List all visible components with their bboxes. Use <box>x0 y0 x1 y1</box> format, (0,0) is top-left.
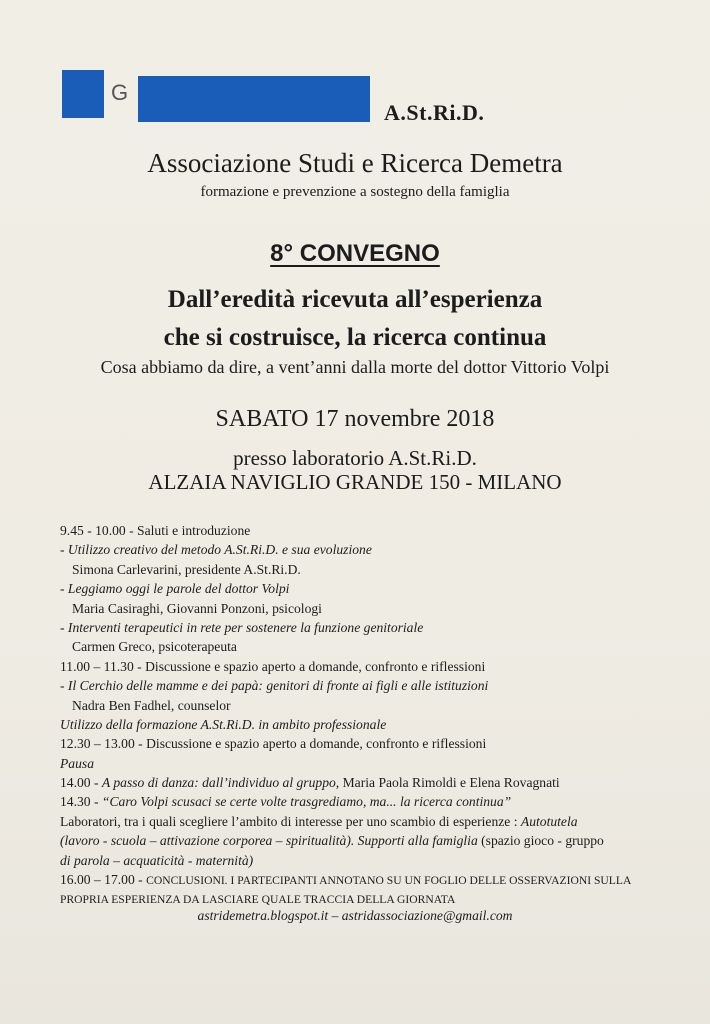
program-italic: - Utilizzo creativo del metodo A.St.Ri.D. e sua evoluzione <box>60 542 372 558</box>
program-italic: - Il Cerchio delle mamme e dei papà: genitori di fronte ai figli e alle istituzioni <box>60 678 489 694</box>
event-venue-line2: ALZAIA NAVIGLIO GRANDE 150 - MILANO <box>148 470 562 494</box>
program-speaker: Maria Casiraghi, Giovanni Ponzoni, psicologi <box>72 600 322 616</box>
program-line <box>60 831 680 850</box>
program-line <box>60 754 680 773</box>
program-italic: “Caro Volpi scusaci se certe volte trasgrediamo, ma... la ricerca continua” <box>101 794 512 810</box>
event-date: SABATO 17 novembre 2018 <box>215 406 495 432</box>
event-title-line1: Dall’eredità ricevuta all’esperienza <box>167 286 543 313</box>
event-venue-line1: presso laboratorio A.St.Ri.D. <box>233 446 477 470</box>
program-line <box>60 540 680 559</box>
program-line <box>60 812 680 831</box>
association-tagline: formazione e prevenzione a sostegno della famiglia <box>200 184 510 200</box>
program-italic: Autotutela <box>520 813 578 829</box>
program-italic: - Leggiamo oggi le parole del dottor Volpi <box>60 581 290 597</box>
program-line <box>60 599 680 618</box>
program-italic: di parola – acquaticità - maternità) <box>60 852 254 868</box>
logo-letter: G <box>111 80 129 105</box>
program-time: 9.45 - 10.00 - <box>60 523 138 538</box>
program-line <box>60 715 680 734</box>
program-time: 16.00 – 17.00 - <box>60 872 147 888</box>
program-time: 11.00 – 11.30 - <box>60 658 146 674</box>
program-caps: PROPRIA ESPERIENZA DA LASCIARE QUALE TRACCIA DELLA GIORNATA <box>60 893 456 907</box>
program-italic: (lavoro - scuola – attivazione corporea – spiritualità). Supporti alla famiglia <box>60 833 482 849</box>
event-edition: 8° CONVEGNO <box>270 240 440 267</box>
program-line <box>60 851 680 870</box>
event-title-line2: che si costruisce, la ricerca continua <box>163 324 547 351</box>
program-line <box>60 560 680 579</box>
program-list <box>60 521 680 909</box>
program-italic: A passo di danza: dall’individuo al gruppo, <box>101 775 343 791</box>
program-text: (spazio gioco - gruppo <box>481 833 604 849</box>
program-line <box>60 618 680 637</box>
logo-block-left <box>62 70 104 118</box>
program-speaker: Carmen Greco, psicoterapeuta <box>72 639 237 655</box>
association-name: Associazione Studi e Ricerca Demetra <box>147 148 563 178</box>
program-line <box>60 637 680 656</box>
brand-acronym: A.St.Ri.D. <box>384 100 485 125</box>
logo-block-redacted <box>138 76 370 122</box>
event-subtitle: Cosa abbiamo da dire, a vent’anni dalla morte del dottor Vittorio Volpi <box>100 357 610 377</box>
program-italic: Pausa <box>60 755 94 771</box>
program-text: Maria Paola Rimoldi e Elena Rovagnati <box>342 775 560 791</box>
program-time: 14.30 - <box>60 794 102 810</box>
program-line <box>60 676 680 695</box>
program-line <box>60 696 680 715</box>
program-speaker: Nadra Ben Fadhel, counselor <box>72 697 231 713</box>
program-line <box>60 657 680 676</box>
program-speaker: Simona Carlevarini, presidente A.St.Ri.D. <box>72 561 301 577</box>
program-text: Discussione e spazio aperto a domande, confronto e riflessioni <box>146 736 487 752</box>
program-line <box>60 521 680 540</box>
program-line <box>60 773 680 792</box>
program-italic: Utilizzo della formazione A.St.Ri.D. in ambito professionale <box>60 716 387 732</box>
program-text: Laboratori, tra i quali scegliere l’ambito di interesse per uno scambio di esperienze : <box>60 813 521 829</box>
program-caps: CONCLUSIONI. I PARTECIPANTI ANNOTANO SU UN FOGLIO DELLE OSSERVAZIONI SULLA <box>146 874 632 888</box>
program-line <box>60 579 680 598</box>
program-text: Saluti e introduzione <box>137 523 251 538</box>
program-line <box>60 792 680 811</box>
program-italic: - Interventi terapeutici in rete per sostenere la funzione genitoriale <box>60 619 424 635</box>
program-line <box>60 734 680 753</box>
contact-info: astridemetra.blogspot.it – astridassociazione@gmail.com <box>197 908 513 923</box>
program-line <box>60 889 680 908</box>
program-line <box>60 870 680 889</box>
program-time: 14.00 - <box>60 775 102 791</box>
program-text: Discussione e spazio aperto a domande, confronto e riflessioni <box>145 658 486 674</box>
program-time: 12.30 – 13.00 - <box>60 736 147 752</box>
